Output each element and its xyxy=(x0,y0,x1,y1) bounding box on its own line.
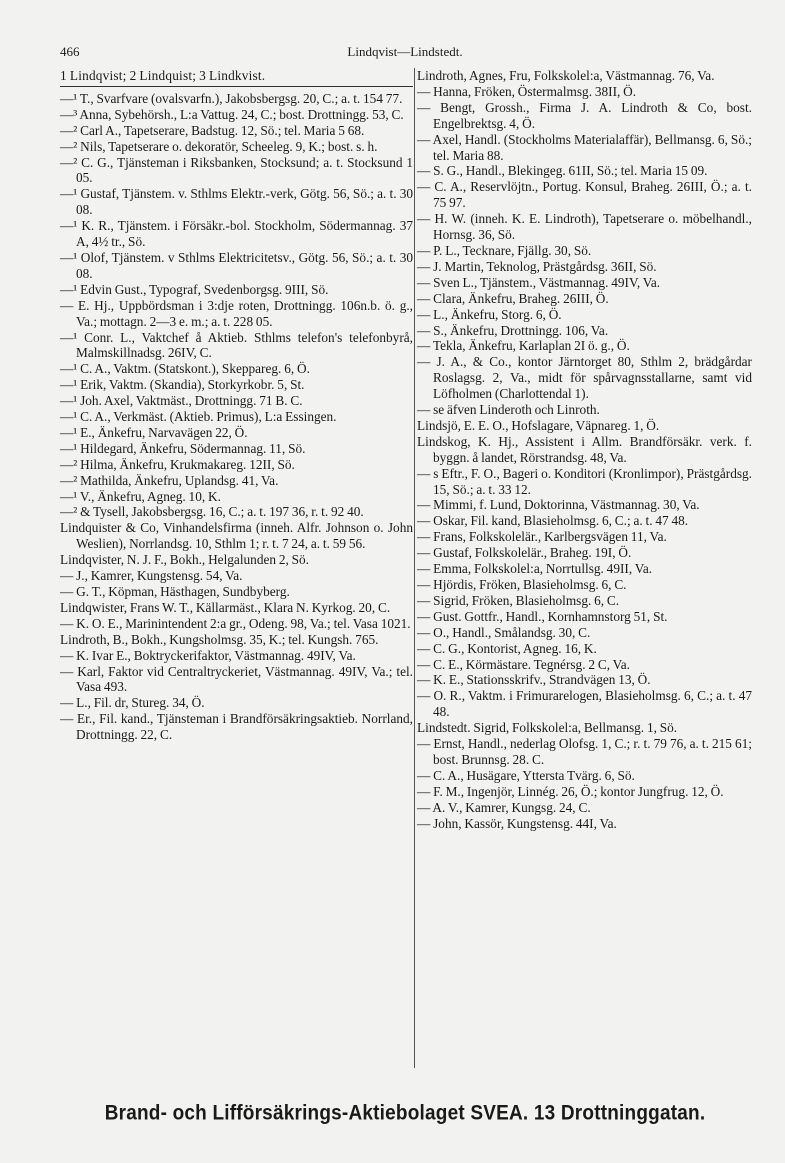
directory-entry: 1 Lindqvist; 2 Lindquist; 3 Lindkvist. xyxy=(60,68,413,87)
directory-entry: — K. Ivar E., Boktryckerifaktor, Västmannag. 49IV, Va. xyxy=(60,647,356,663)
directory-entry: — Hanna, Fröken, Östermalmsg. 38II, Ö. xyxy=(417,83,637,99)
left-column xyxy=(60,68,413,743)
directory-entry: — K. E., Stationsskrifv., Strandvägen 13, Ö. xyxy=(417,672,651,688)
footer-advertisement: Brand- och Lifförsäkrings-Aktiebolaget SVEA. 13 Drottninggatan. xyxy=(104,1101,706,1125)
directory-entry: Lindroth, B., Bokh., Kungsholmsg. 35, K.; tel. Kungsh. 765. xyxy=(60,631,379,647)
directory-entry: — Sven L., Tjänstem., Västmannag. 49IV, Va. xyxy=(417,274,661,290)
directory-entry: — L., Fil. dr, Stureg. 34, Ö. xyxy=(60,695,205,711)
column-divider xyxy=(414,68,415,1068)
directory-entry: — Frans, Folkskolelär., Karlbergsvägen 11, Va. xyxy=(417,529,667,545)
directory-entry: — Oskar, Fil. kand, Blasieholmsg. 6, C.; a. t. 47 48. xyxy=(417,513,689,529)
directory-entry: — S. G., Handl., Blekingeg. 61II, Sö.; tel. Maria 15 09. xyxy=(417,163,708,179)
page-header xyxy=(60,44,750,64)
directory-entry: — Emma, Folkskolel:a, Norrtullsg. 49II, Va. xyxy=(417,561,653,577)
directory-entry: — C. A., Husägare, Yttersta Tvärg. 6, Sö. xyxy=(417,767,635,783)
directory-entry: —¹ Joh. Axel, Vaktmäst., Drottningg. 71 B. C. xyxy=(60,393,303,409)
directory-entry: — Gust. Gottfr., Handl., Kornhamnstorg 51, St. xyxy=(417,608,668,624)
directory-entry: —¹ Olof, Tjänstem. v Sthlms Elektricitetsv., Götg. 56, Sö.; a. t. 30 08. xyxy=(60,249,413,281)
directory-entry: — C. A., Reservlöjtn., Portug. Konsul, Braheg. 26III, Ö.; a. t. 75 97. xyxy=(417,179,752,211)
directory-entry: — Mimmi, f. Lund, Doktorinna, Västmannag. 30, Va. xyxy=(417,497,700,513)
directory-entry: — Ernst, Handl., nederlag Olofsg. 1, C.; r. t. 79 76, a. t. 215 61; bost. Brunnsg. 28. C. xyxy=(417,736,752,767)
directory-entry: — Er., Fil. kand., Tjänsteman i Brandförsäkringsaktieb. Norrland, Drottningg. 22, C. xyxy=(60,711,413,743)
directory-entry: — Bengt, Grossh., Firma J. A. Lindroth & Co, bost. Engelbrektsg. 4, Ö. xyxy=(417,99,752,131)
page-title: Lindqvist—Lindstedt. xyxy=(347,44,463,59)
directory-entry: — C. G., Kontorist, Agneg. 16, K. xyxy=(417,640,597,656)
directory-entry: —¹ V., Änkefru, Agneg. 10, K. xyxy=(60,488,221,504)
directory-entry: — S., Änkefru, Drottningg. 106, Va. xyxy=(417,322,609,338)
directory-entry: — E. Hj., Uppbördsman i 3:dje roten, Drottningg. 106n.b. ö. g., Va.; mottagn. 2—3 e. m.; a. t. 228 05. xyxy=(60,297,413,329)
directory-entry: — J., Kamrer, Kungstensg. 54, Va. xyxy=(60,568,243,584)
directory-entry: — H. W. (inneh. K. E. Lindroth), Tapetserare o. möbelhandl., Hornsg. 36, Sö. xyxy=(417,211,752,243)
directory-entry: Lindroth, Agnes, Fru, Folkskolel:a, Västmannag. 76, Va. xyxy=(417,68,715,83)
directory-entry: — L., Änkefru, Storg. 6, Ö. xyxy=(417,306,562,322)
directory-entry: Lindsjö, E. E. O., Hofslagare, Väpnareg. 1, Ö. xyxy=(417,417,660,433)
directory-entry: — Karl, Faktor vid Centraltryckeriet, Västmannag. 49IV, Va.; tel. Vasa 493. xyxy=(60,663,413,695)
directory-entry: —¹ Conr. L., Vaktchef å Aktieb. Sthlms telefon's telefonbyrå, Malmskillnadsg. 26IV, C. xyxy=(60,329,413,361)
directory-entry: — Axel, Handl. (Stockholms Materialaffär), Bellmansg. 6, Sö.; tel. Maria 88. xyxy=(417,131,752,163)
directory-entry: — K. O. E., Marinintendent 2:a gr., Odeng. 98, Va.; tel. Vasa 1021. xyxy=(60,615,411,631)
directory-entry: — J. A., & Co., kontor Järntorget 80, Sthlm 2, brädgårdar Roslagsg. 2, Va., midt för spårvagnsstallarne, samt vid Löfholmen (Charlottendal 1). xyxy=(417,354,752,402)
directory-entry: —¹ Edvin Gust., Typograf, Svedenborgsg. 9III, Sö. xyxy=(60,281,329,297)
directory-entry: —² Nils, Tapetserare o. dekoratör, Scheeleg. 9, K.; bost. s. h. xyxy=(60,138,378,154)
directory-entry: — Clara, Änkefru, Braheg. 26III, Ö. xyxy=(417,290,609,306)
directory-entry: —³ Anna, Sybehörsh., L:a Vattug. 24, C.; bost. Drottningg. 53, C. xyxy=(60,106,404,122)
directory-entry: — C. E., Körmästare. Tegnérsg. 2 C, Va. xyxy=(417,656,630,672)
directory-entry: — John, Kassör, Kungstensg. 44I, Va. xyxy=(417,815,617,831)
directory-entry: —¹ K. R., Tjänstem. i Försäkr.-bol. Stockholm, Södermannag. 37 A, 4½ tr., Sö. xyxy=(60,218,413,250)
directory-entry: —¹ Gustaf, Tjänstem. v. Sthlms Elektr.-verk, Götg. 56, Sö.; a. t. 30 08. xyxy=(60,186,413,218)
directory-entry: — se äfven Linderoth och Linroth. xyxy=(417,402,600,418)
directory-entry: —¹ C. A., Verkmäst. (Aktieb. Primus), L:a Essingen. xyxy=(60,409,337,425)
directory-entry: —² Mathilda, Änkefru, Uplandsg. 41, Va. xyxy=(60,472,279,488)
directory-entry: —¹ Erik, Vaktm. (Skandia), Storkyrkobr. 5, St. xyxy=(60,377,305,393)
directory-entry: — J. Martin, Teknolog, Prästgårdsg. 36II, Sö. xyxy=(417,258,657,274)
directory-entry: — O., Handl., Smålandsg. 30, C. xyxy=(417,624,591,640)
directory-entry: —¹ C. A., Vaktm. (Statskont.), Skeppareg. 6, Ö. xyxy=(60,361,310,377)
directory-entry: —¹ E., Änkefru, Narvavägen 22, Ö. xyxy=(60,424,248,440)
directory-entry: Lindqvister, N. J. F., Bokh., Helgalunden 2, Sö. xyxy=(60,552,310,568)
directory-entry: —² & Tysell, Jakobsbergsg. 16, C.; a. t. 197 36, r. t. 92 40. xyxy=(60,504,364,520)
directory-entry: Lindstedt. Sigrid, Folkskolel:a, Bellmansg. 1, Sö. xyxy=(417,720,678,736)
directory-entry: Lindquister & Co, Vinhandelsfirma (inneh. Alfr. Johnson o. John Weslien), Norrlandsg. 10, Sthlm 1; r. t. 7 24, a. t. 59 56. xyxy=(60,520,413,552)
directory-entry: —² Carl A., Tapetserare, Badstug. 12, Sö.; tel. Maria 5 68. xyxy=(60,122,365,138)
directory-entry: — Tekla, Änkefru, Karlaplan 2I ö. g., Ö. xyxy=(417,338,630,354)
directory-entry: Lindskog, K. Hj., Assistent i Allm. Brandförsäkr. verk. f. byggn. å landet, Rörstrandsg. 48, Va. xyxy=(417,433,752,465)
directory-entry: — G. T., Köpman, Hästhagen, Sundbyberg. xyxy=(60,584,290,599)
page-number: 466 xyxy=(60,44,80,59)
directory-entry: — P. L., Tecknare, Fjällg. 30, Sö. xyxy=(417,242,592,258)
directory-entry: — Hjördis, Fröken, Blasieholmsg. 6, C. xyxy=(417,577,627,592)
directory-entry: — O. R., Vaktm. i Frimurarelogen, Blasieholmsg. 6, C.; a. t. 47 48. xyxy=(417,688,752,720)
directory-entry: —² C. G., Tjänsteman i Riksbanken, Stocksund; a. t. Stocksund 1 05. xyxy=(60,154,413,186)
directory-entry: —¹ Hildegard, Änkefru, Södermannag. 11, Sö. xyxy=(60,440,306,456)
directory-entry: Lindqwister, Frans W. T., Källarmäst., Klara N. Kyrkog. 20, C. xyxy=(60,599,391,615)
directory-entry: —¹ T., Svarfvare (ovalsvarfn.), Jakobsbergsg. 20, C.; a. t. 154 77. xyxy=(60,90,403,106)
directory-entry: —² Hilma, Änkefru, Krukmakareg. 12II, Sö. xyxy=(60,456,295,472)
directory-entry: — F. M., Ingenjör, Linnég. 26, Ö.; kontor Jungfrug. 12, Ö. xyxy=(417,783,724,799)
directory-entry: — Sigrid, Fröken, Blasieholmsg. 6, C. xyxy=(417,592,620,608)
directory-entry: — Gustaf, Folkskolelär., Braheg. 19I, Ö. xyxy=(417,545,632,561)
right-column xyxy=(417,68,752,832)
directory-entry: — s Eftr., F. O., Bageri o. Konditori (Kronlimpor), Prästgårdsg. 15, Sö.; a. t. 33 12. xyxy=(417,465,752,497)
directory-entry: — A. V., Kamrer, Kungsg. 24, C. xyxy=(417,799,591,815)
